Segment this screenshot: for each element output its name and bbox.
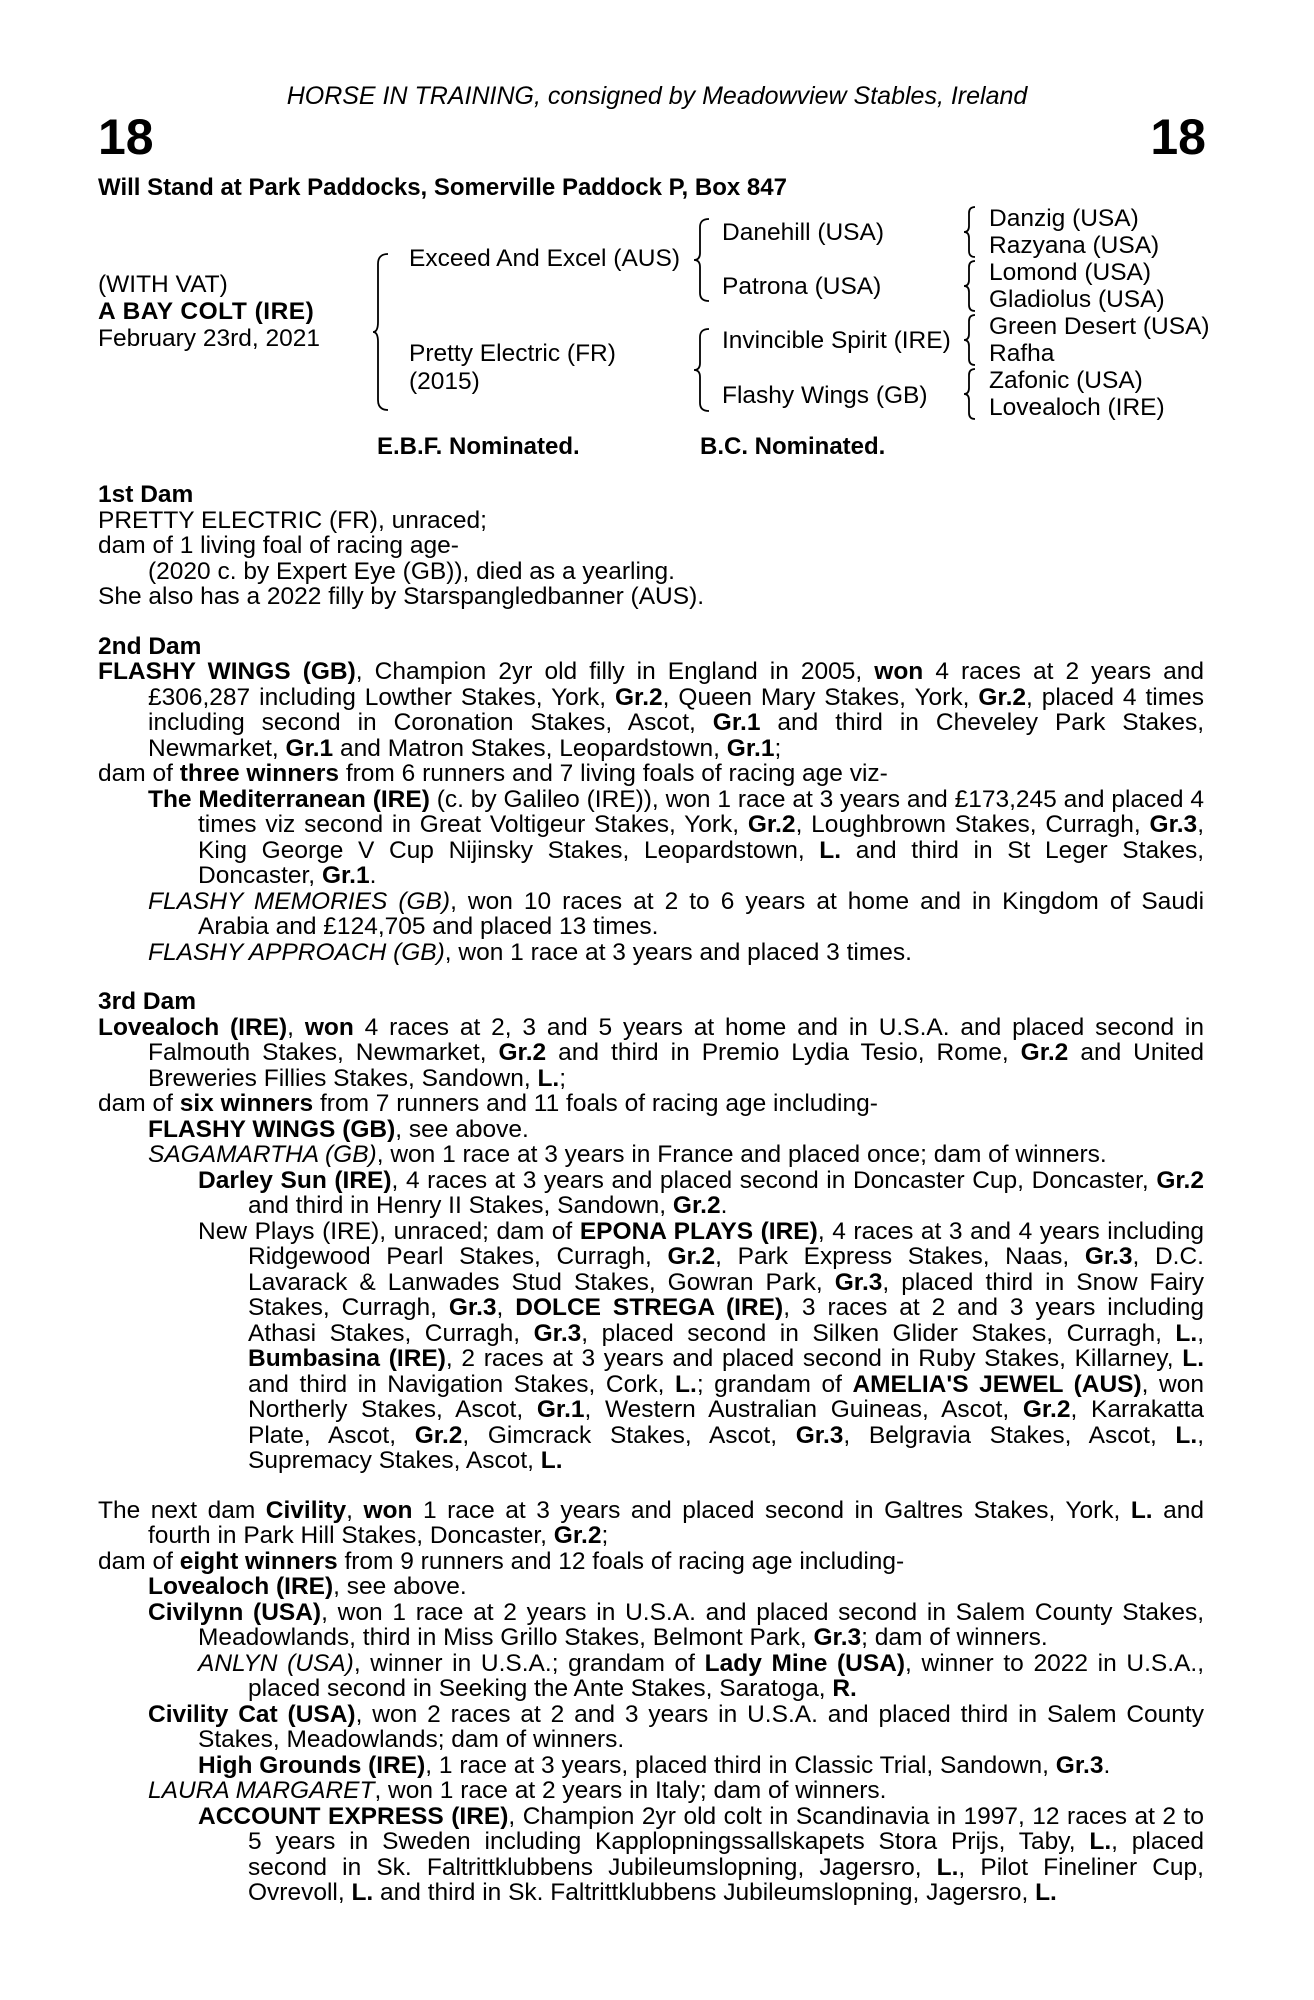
section-heading: 3rd Dam — [98, 988, 197, 1015]
bold-run: won — [304, 1013, 354, 1041]
text-run: . — [1103, 1751, 1111, 1779]
bold-run: Gr.3 — [533, 1319, 582, 1347]
bold-run: Gr.2 — [498, 1039, 547, 1066]
text-run: , 4 races at 3 years and placed second in Doncaster Cup, Doncaster, — [391, 1166, 1157, 1194]
bold-run: DOLCE STREGA (IRE) — [515, 1294, 784, 1321]
bold-run: FLASHY WINGS (GB) — [148, 1115, 396, 1143]
lot-number-right: 18 — [1150, 109, 1206, 165]
text-run: . — [369, 862, 377, 889]
bold-run: won — [363, 1496, 413, 1524]
pedigree-paragraph — [98, 787, 1204, 889]
text-run: , Karrakatta Plate, Ascot, — [248, 1396, 1204, 1449]
text-run: and third in Henry II Stakes, Sandown, — [248, 1192, 673, 1219]
bold-run: L. — [1130, 1496, 1153, 1524]
text-run: . — [720, 1192, 728, 1219]
pedigree-paragraph — [98, 1498, 1204, 1549]
text-run: , won 1 race at 3 years and placed 3 times. — [444, 938, 912, 966]
bold-run: Lady Mine (USA) — [704, 1649, 906, 1677]
dam-section — [98, 1498, 1204, 1906]
pedigree-sire-dam: Patrona (USA) — [722, 273, 882, 300]
pedigree-g3-6: Rafha — [989, 340, 1055, 367]
bold-run: L. — [1175, 1421, 1198, 1449]
bold-run: Civility — [265, 1496, 347, 1524]
text-run: , placed second in Sk. Faltrittklubbens Jubileumslopning, Jagersro, — [248, 1828, 1204, 1881]
pedigree-paragraph — [98, 1549, 1204, 1575]
text-run: She also has a 2022 filly by Starspangledbanner (AUS). — [98, 583, 705, 610]
bold-run: Gr.1 — [536, 1396, 585, 1423]
pedigree-paragraph — [98, 1219, 1204, 1474]
bold-run: Gr.1 — [726, 734, 775, 762]
text-run: , 4 races at 3 and 4 years including Ridgewood Pearl Stakes, Curragh, — [248, 1217, 1204, 1270]
text-run: , see above. — [395, 1115, 529, 1143]
bold-run: Lovealoch (IRE) — [148, 1573, 334, 1600]
pedigree-paragraph — [98, 584, 1204, 610]
bold-run: Gr.2 — [553, 1522, 602, 1549]
bold-run: L. — [819, 836, 842, 864]
pedigree-paragraph — [98, 1702, 1204, 1753]
bold-run: Gr.2 — [747, 811, 796, 838]
pedigree-brace — [963, 259, 977, 313]
bold-run: Gr.3 — [834, 1268, 883, 1296]
text-run: and United Breweries Fillies Stakes, Sandown, — [148, 1039, 1204, 1092]
pedigree-paragraph — [98, 1091, 1204, 1117]
text-run: , Gimcrack Stakes, Ascot, — [462, 1421, 796, 1449]
text-run: ; — [559, 1064, 567, 1092]
pedigree-paragraph — [98, 940, 1204, 966]
text-run: 1 race at 3 years and placed second in Galtres Stakes, York, — [412, 1496, 1131, 1524]
text-run: , won 1 race at 3 years in France and placed once; dam of winners. — [376, 1141, 1107, 1168]
text-run: The next dam — [98, 1496, 266, 1524]
bold-run: L. — [1035, 1879, 1057, 1906]
pedigree-brace — [963, 205, 977, 259]
pedigree-g3-1: Danzig (USA) — [989, 205, 1139, 232]
italic-run: ANLYN (USA) — [198, 1649, 354, 1677]
pedigree-sire: Exceed And Excel (AUS) — [409, 245, 680, 272]
bold-run: L. — [936, 1853, 959, 1881]
bold-run: six winners — [179, 1090, 314, 1117]
text-run: and third in Cheveley Park Stakes, Newmarket, — [148, 709, 1204, 762]
pedigree-paragraph — [98, 1015, 1204, 1092]
text-run: dam of — [98, 1547, 180, 1575]
text-run: from 7 runners and 11 foals of racing age including- — [313, 1090, 878, 1117]
bold-run: won — [874, 658, 924, 685]
bold-run: L. — [1175, 1319, 1198, 1347]
text-run: New Plays (IRE), unraced; dam of — [198, 1217, 580, 1245]
section-heading: 2nd Dam — [98, 632, 202, 660]
pedigree-dam-year: (2015) — [409, 368, 480, 395]
foaling-date: February 23rd, 2021 — [98, 325, 320, 352]
text-run: , won 1 race at 2 years in U.S.A. and placed second in Salem County Stakes, Meadowlands, third in Miss Grillo Stakes, Belmont Park, — [198, 1598, 1204, 1651]
bold-run: FLASHY WINGS (GB) — [98, 658, 356, 685]
text-run: , Queen Mary Stakes, York, — [662, 683, 979, 711]
ebf-nominated: E.B.F. Nominated. — [377, 433, 580, 460]
bold-run: L. — [675, 1370, 697, 1398]
pedigree-g3-8: Lovealoch (IRE) — [989, 394, 1165, 421]
text-run: , — [1197, 1319, 1205, 1347]
bold-run: Gr.1 — [712, 709, 761, 736]
bold-run: Gr.1 — [285, 734, 334, 762]
pedigree-brace — [372, 252, 390, 412]
text-run: PRETTY ELECTRIC (FR), unraced; — [98, 506, 487, 534]
italic-run: LAURA MARGARET — [148, 1777, 375, 1804]
pedigree-brace — [963, 313, 977, 367]
bold-run: L. — [1089, 1828, 1112, 1855]
text-run: 4 races at 2 years and £306,287 including Lowther Stakes, York, — [148, 658, 1204, 711]
bold-run: Gr.2 — [1020, 1039, 1069, 1066]
pedigree-paragraph — [98, 1142, 1204, 1168]
pedigree-g3-3: Lomond (USA) — [989, 259, 1152, 286]
lot-number-left: 18 — [98, 109, 154, 165]
pedigree-paragraph — [98, 761, 1204, 787]
text-run: and third in Navigation Stakes, Cork, — [248, 1370, 676, 1398]
bold-run: L. — [351, 1879, 374, 1906]
text-run: , placed 4 times including second in Coronation Stakes, Ascot, — [148, 683, 1205, 736]
text-run: ; grandam of — [696, 1370, 853, 1398]
pedigree-paragraph — [98, 1168, 1204, 1219]
bold-run: High Grounds (IRE) — [198, 1751, 426, 1779]
pedigree-paragraph — [98, 533, 1204, 559]
text-run: , won Northerly Stakes, Ascot, — [248, 1370, 1204, 1423]
pedigree-dam-sire: Invincible Spirit (IRE) — [722, 327, 951, 354]
italic-run: SAGAMARTHA (GB) — [148, 1141, 377, 1168]
text-run: and third in Premio Lydia Tesio, Rome, — [546, 1039, 1021, 1066]
pedigree-paragraph — [98, 659, 1204, 761]
bold-run: L. — [537, 1064, 560, 1092]
text-run: (2020 c. by Expert Eye (GB)), died as a yearling. — [148, 557, 675, 585]
pedigree-g3-4: Gladiolus (USA) — [989, 286, 1165, 313]
vat-note: (WITH VAT) — [98, 271, 228, 298]
pedigree-paragraph — [98, 508, 1204, 534]
pedigree-paragraph — [98, 1600, 1204, 1651]
text-run: , D.C. Lavarack & Lanwades Stud Stakes, Gowran Park, — [248, 1243, 1204, 1296]
bold-run: Gr.3 — [1149, 811, 1198, 838]
bold-run: ACCOUNT EXPRESS (IRE) — [198, 1802, 509, 1830]
bold-run: Civility Cat (USA) — [148, 1700, 356, 1728]
bold-run: Gr.2 — [1022, 1396, 1071, 1423]
bold-run: The Mediterranean (IRE) — [148, 785, 430, 813]
text-run: , won 2 races at 2 and 3 years in U.S.A. and placed third in Salem County Stakes, Meadowlands; dam of winners. — [198, 1700, 1204, 1753]
text-run: and Matron Stakes, Leopardstown, — [333, 734, 727, 762]
bold-run: Gr.2 — [978, 683, 1027, 711]
bold-run: EPONA PLAYS (IRE) — [579, 1217, 818, 1245]
text-run: , — [346, 1496, 364, 1524]
bold-run: Gr.3 — [1055, 1751, 1104, 1779]
text-run: , winner in U.S.A.; grandam of — [353, 1649, 705, 1677]
bc-nominated: B.C. Nominated. — [700, 433, 886, 460]
text-run: , Champion 2yr old colt in Scandinavia in 1997, 12 races at 2 to 5 years in Sweden including Kapplopningssallskapets Stora Prijs, Taby, — [248, 1802, 1204, 1855]
horse-name: A BAY COLT (IRE) — [98, 298, 315, 325]
text-run: , winner to 2022 in U.S.A., placed second in Seeking the Ante Stakes, Saratoga, — [248, 1649, 1205, 1702]
text-run: , won 1 race at 2 years in Italy; dam of winners. — [374, 1777, 887, 1804]
bold-run: Gr.3 — [1084, 1243, 1133, 1270]
text-run: ; — [601, 1522, 609, 1549]
bold-run: eight winners — [179, 1547, 338, 1575]
bold-run: R. — [832, 1675, 857, 1702]
text-run: , Belgravia Stakes, Ascot, — [843, 1421, 1176, 1449]
text-run: dam of — [98, 760, 180, 787]
text-run: , King George V Cup Nijinsky Stakes, Leopardstown, — [198, 811, 1205, 864]
text-run: , — [496, 1294, 516, 1321]
bold-run: Gr.1 — [321, 862, 370, 889]
text-run: , Park Express Stakes, Naas, — [715, 1243, 1085, 1270]
dam-section — [98, 634, 1204, 966]
bold-run: Lovealoch (IRE) — [98, 1013, 288, 1041]
dam-section — [98, 989, 1204, 1474]
bold-run: Civilynn (USA) — [148, 1598, 322, 1626]
italic-run: FLASHY MEMORIES (GB) — [148, 887, 451, 915]
family-details — [98, 482, 1204, 1930]
text-run: , Champion 2yr old filly in England in 2005, — [355, 658, 875, 685]
pedigree-paragraph — [98, 1117, 1204, 1143]
text-run: , see above. — [333, 1573, 467, 1600]
bold-run: L. — [540, 1447, 563, 1474]
text-run: , 2 races at 3 years and placed second in Ruby Stakes, Killarney, — [445, 1345, 1183, 1372]
text-run: dam of 1 living foal of racing age- — [98, 532, 459, 559]
pedigree-paragraph — [98, 559, 1204, 585]
pedigree-g3-5: Green Desert (USA) — [989, 313, 1210, 340]
text-run: , placed second in Silken Glider Stakes, Curragh, — [581, 1319, 1176, 1347]
dam-section — [98, 482, 1204, 610]
text-run: , Western Australian Guineas, Ascot, — [584, 1396, 1023, 1423]
pedigree-paragraph — [98, 1574, 1204, 1600]
bold-run: Gr.2 — [1156, 1166, 1204, 1194]
text-run: , Supremacy Stakes, Ascot, — [248, 1421, 1205, 1474]
bold-run: Gr.3 — [448, 1294, 497, 1321]
pedigree-g3-2: Razyana (USA) — [989, 232, 1160, 259]
text-run: ; dam of winners. — [861, 1624, 1048, 1651]
bold-run: Gr.3 — [813, 1624, 862, 1651]
pedigree-dam: Pretty Electric (FR) — [409, 340, 616, 367]
pedigree-brace — [693, 217, 711, 303]
text-run: and third in Sk. Faltrittklubbens Jubileumslopning, Jagersro, — [373, 1879, 1036, 1906]
stand-location: Will Stand at Park Paddocks, Somerville Paddock P, Box 847 — [98, 174, 787, 201]
bold-run: Gr.2 — [614, 683, 663, 711]
text-run: , won 10 races at 2 to 6 years at home and in Kingdom of Saudi Arabia and £124,705 and placed 13 times. — [198, 887, 1205, 940]
text-run: , 3 races at 2 and 3 years including Athasi Stakes, Curragh, — [248, 1294, 1204, 1347]
section-heading: 1st Dam — [98, 481, 194, 508]
text-run: and third in St Leger Stakes, Doncaster, — [198, 836, 1204, 889]
bold-run: three winners — [179, 760, 340, 787]
text-run: , — [287, 1013, 305, 1041]
pedigree-paragraph — [98, 1778, 1204, 1804]
text-run: from 9 runners and 12 foals of racing age including- — [337, 1547, 905, 1575]
pedigree-dam-dam: Flashy Wings (GB) — [722, 382, 928, 409]
text-run: , Pilot Fineliner Cup, Ovrevoll, — [248, 1853, 1204, 1906]
bold-run: Darley Sun (IRE) — [198, 1166, 392, 1194]
text-run: and fourth in Park Hill Stakes, Doncaster, — [148, 1496, 1205, 1549]
text-run: dam of — [98, 1090, 180, 1117]
bold-run: AMELIA'S JEWEL (AUS) — [852, 1370, 1142, 1398]
text-run: ; — [774, 734, 782, 762]
bold-run: Gr.3 — [795, 1421, 844, 1449]
pedigree-g3-7: Zafonic (USA) — [989, 367, 1143, 394]
bold-run: Gr.2 — [414, 1421, 463, 1449]
pedigree-paragraph — [98, 1804, 1204, 1906]
catalogue-header: HORSE IN TRAINING, consigned by Meadowview Stables, Ireland — [286, 82, 1028, 110]
bold-run: L. — [1182, 1345, 1205, 1372]
bold-run: Gr.2 — [667, 1243, 716, 1270]
pedigree-paragraph — [98, 1753, 1204, 1779]
text-run: , 1 race at 3 years, placed third in Classic Trial, Sandown, — [425, 1751, 1056, 1779]
text-run: , placed third in Snow Fairy Stakes, Curragh, — [248, 1268, 1204, 1321]
italic-run: FLASHY APPROACH (GB) — [148, 938, 445, 966]
pedigree-sire-sire: Danehill (USA) — [722, 219, 885, 246]
pedigree-brace — [693, 327, 711, 413]
text-run: (c. by Galileo (IRE)), won 1 race at 3 years and £173,245 and placed 4 times viz second in Great Voltigeur Stakes, York, — [198, 785, 1204, 838]
pedigree-paragraph — [98, 1651, 1204, 1702]
bold-run: Bumbasina (IRE) — [248, 1345, 446, 1372]
bold-run: Gr.2 — [672, 1192, 721, 1219]
pedigree-paragraph — [98, 889, 1204, 940]
text-run: from 6 runners and 7 living foals of racing age viz- — [339, 760, 888, 787]
pedigree-brace — [963, 367, 977, 421]
text-run: , Loughbrown Stakes, Curragh, — [795, 811, 1150, 838]
text-run: 4 races at 2, 3 and 5 years at home and in U.S.A. and placed second in Falmouth Stakes, Newmarket, — [148, 1013, 1204, 1066]
